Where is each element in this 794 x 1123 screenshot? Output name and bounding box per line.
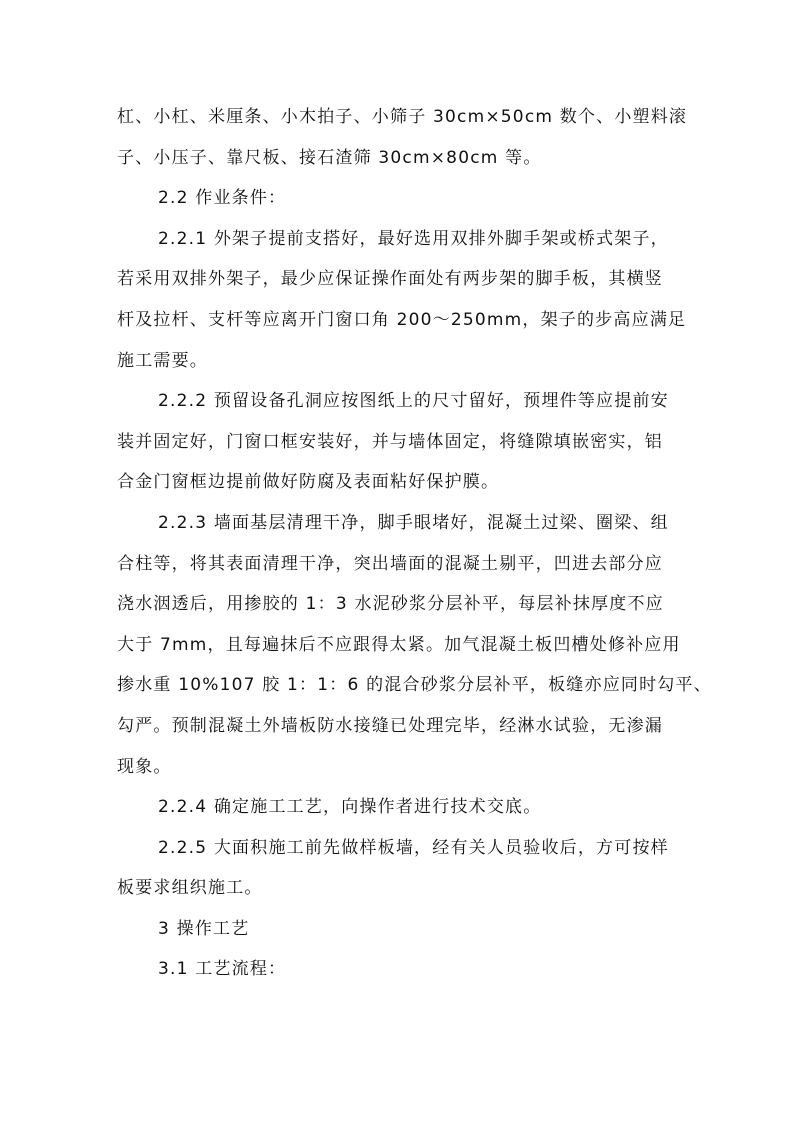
section-heading: 3.1 工艺流程：	[158, 959, 287, 980]
section-heading: 2.2 作业条件：	[158, 188, 287, 209]
section-heading: 3 操作工艺	[158, 918, 250, 939]
paragraph-start: 2.2.5 大面积施工前先做样板墙，经有关人员验收后，方可按样	[158, 837, 669, 858]
paragraph-start: 2.2.2 预留设备孔洞应按图纸上的尺寸留好，预埋件等应提前安	[158, 391, 669, 412]
text-line: 勾严。预制混凝土外墙板防水接缝已处理完毕，经淋水试验，无渗漏	[117, 715, 663, 736]
text-line: 合柱等，将其表面清理干净，突出墙面的混凝土剔平，凹进去部分应	[117, 553, 663, 574]
text-line: 装并固定好，门窗口框安装好，并与墙体固定，将缝隙填嵌密实，铝	[117, 431, 663, 452]
text-line: 施工需要。	[117, 350, 208, 371]
text-line: 浇水洇透后，用掺胶的 1：3 水泥砂浆分层补平，每层补抹厚度不应	[117, 594, 664, 615]
text-line: 若采用双排外架子，最少应保证操作面处有两步架的脚手板，其横竖	[117, 269, 663, 290]
paragraph-start: 2.2.3 墙面基层清理干净，脚手眼堵好，混凝土过梁、圈梁、组	[158, 512, 669, 533]
text-line: 现象。	[117, 756, 172, 777]
document-body	[117, 97, 712, 990]
text-line: 杆及拉杆、支杆等应离开门窗口角 200～250mm，架子的步高应满足	[117, 309, 687, 330]
paragraph-start: 2.2.4 确定施工工艺，向操作者进行技术交底。	[158, 797, 542, 818]
text-line: 合金门窗框边提前做好防腐及表面粘好保护膜。	[117, 472, 500, 493]
text-line: 板要求组织施工。	[117, 878, 263, 899]
text-line: 子、小压子、靠尺板、接石渣筛 30cm×80cm 等。	[117, 147, 542, 168]
text-line: 杠、小杠、米厘条、小木拍子、小筛子 30cm×50cm 数个、小塑料滚	[117, 107, 688, 127]
paragraph-start: 2.2.1 外架子提前支搭好，最好选用双排外脚手架或桥式架子，	[158, 228, 669, 249]
text-line: 大于 7mm，且每遍抹后不应跟得太紧。加气混凝土板凹槽处修补应用	[117, 634, 681, 655]
text-line: 掺水重 10%107 胶 1：1：6 的混合砂浆分层补平，板缝亦应同时勾平、	[117, 675, 712, 696]
